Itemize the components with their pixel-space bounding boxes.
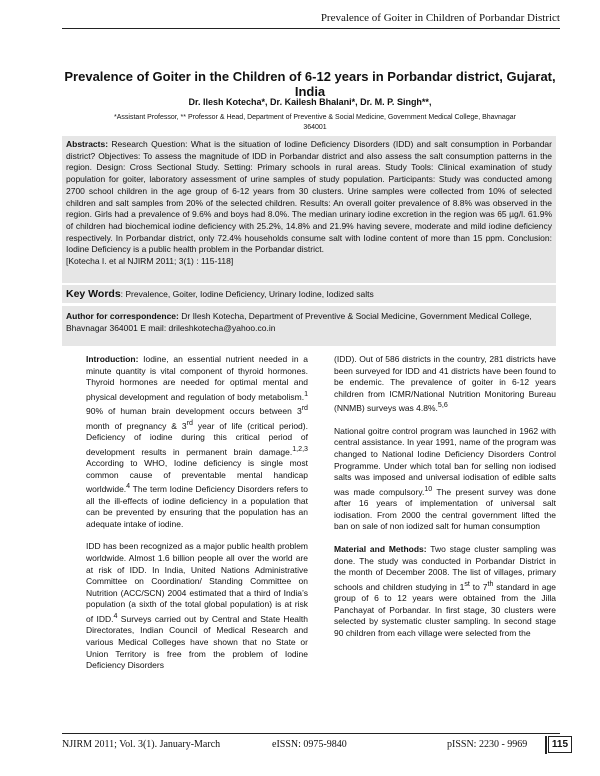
- text-run: standard in age group of 6 to 12 years were obtained from the Jilla Panchayat of Porbandar. In first stage, 30 clusters were selected by systematic cluster sampling. In second stage 90 children from each village were selected from the: [334, 581, 556, 638]
- journal-info: NJIRM 2011; Vol. 3(1). January-March: [62, 739, 221, 750]
- text-run: year of life (critical period). Deficiency of iodine during this critical period of development results in permanent brain damage.: [86, 420, 308, 457]
- citation-sup: 4: [126, 482, 131, 491]
- pissn: pISSN: 2230 - 9969: [447, 739, 528, 750]
- abstract-label: Abstracts:: [66, 139, 109, 149]
- citation-sup: 4: [113, 612, 118, 621]
- citation-sup: 1,2,3: [292, 444, 308, 453]
- page-number: 115: [548, 736, 572, 753]
- keywords-text: : Prevalence, Goiter, Iodine Deficiency, Urinary Iodine, Iodized salts: [120, 289, 374, 299]
- ordinal-sup: rd: [301, 404, 308, 413]
- keywords-box: [62, 285, 556, 303]
- text-run: Two stage cluster sampling was done. The study was conducted in Porbandar District in the month of December 2008. The list of villages, primary schools and children studying in 1: [334, 543, 556, 592]
- introduction-paragraph: [86, 354, 308, 530]
- text-run: IDD has been recognized as a major public health problem worldwide. Almost 1.6 billion people all over the world are at risk of IDD. In India, United Nations Administrative Committee on Coordination/ Standing Committee on Nutrition (ACC/SCN) 2004 estimated that a third of India’s population (a sixth of the total global population) is at risk of IDD.: [86, 541, 308, 624]
- text-run: The present survey was done after 16 years of implementation of universal salt iodisation. From 2000 the central government lifted the ban on sale of non iodized salt for human consumption: [334, 486, 556, 532]
- text-run: 90% of human brain development occurs between 3: [86, 406, 302, 417]
- text-run: National goitre control program was launched in 1962 with central assistance. In year 1991, name of the program was changed to National Iodine Deficiency Disorders Control Programme. Under which total ban for selling non iodised salts was imposed and universal iodisation of edible salts was made compulsory.: [334, 425, 556, 497]
- ordinal-sup: st: [464, 579, 470, 588]
- eissn: eISSN: 0975-9840: [272, 739, 347, 750]
- body-paragraph: [86, 541, 308, 671]
- left-column: [86, 354, 308, 683]
- author-list: Dr. Ilesh Kotecha*, Dr. Kailesh Bhalani*, Dr. M. P. Singh**,: [188, 97, 432, 107]
- citation-sup: 1: [304, 389, 308, 398]
- text-run: (IDD). Out of 586 districts in the country, 281 districts have been surveyed for IDD and 41 districts have been found to be endemic. The prevalence of goiter in 6-12 years children from ICMR/National Nutrition Monitoring Bureau (NNMB) surveys was 4.8%.: [334, 354, 556, 414]
- citation-sup: 5,6: [437, 401, 448, 410]
- abstract-body: Research Question: What is the situation of Iodine Deficiency Disorders (IDD) and salt consumption in Porbandar district? Objectives: To assess the magnitude of IDD in Porbandar district and also assess the salt consumption patterns in the region. Design: Cross Sectional Study. Setting: Primary schools in rural areas. Study Tools: Clinical examination of study population for goiter, laboratory assessment of urine samples of study population. Participants: Study was conducted among 2700 school children in the age group of 6-12 years from 30 clusters. Urine samples were collected from 10% of selected children and salt samples from 20% of the selected children. Results: An overall goiter prevalence of 8.8% was observed in the region. Girls had a prevalence of 9.6% and boys had 8.0%. The median urinary iodine excretion in the region was 65 µg/l. 61.9% of children had biochemical iodine deficiency with 25.2%, 14.8% and 21.9% having severe, moderate and mild iodine deficiency respectively. In Porbandar district, only 72.4% households consume salt with Iodine content of more than 15 ppm. Conclusion: Iodine Deficiency is a public health problem in the Porbandar district.: [66, 139, 552, 255]
- correspondence-label: Author for correspondence:: [66, 311, 179, 321]
- methods-label: Material and Methods:: [334, 543, 427, 554]
- abstract-text: [62, 136, 556, 256]
- paper-title: Prevalence of Goiter in the Children of 6-12 years in Porbandar district, Gujarat, India: [64, 69, 556, 99]
- citation: [Kotecha I. et al NJIRM 2011; 3(1) : 115-118]: [66, 256, 234, 267]
- text-run: The term Iodine Deficiency Disorders refers to all the ill-effects of iodine deficiency in a population that can be prevented by ensuring that the population has an adequate intake of iodine.: [86, 484, 308, 529]
- introduction-label: Introduction:: [86, 354, 139, 364]
- text-run: Surveys carried out by Central and State Health Directorates, Indian Council of Medical Research and various Medical Colleges have shown that no State or Union Territory is free from the problem of Iodine Deficiency Disorders: [86, 613, 309, 671]
- page-number-divider: [545, 736, 547, 754]
- running-header: Prevalence of Goiter in Children of Porbandar District: [320, 12, 560, 24]
- text-run: According to WHO, Iodine deficiency is single most common cause of preventable mental handicap worldwide.: [86, 458, 308, 495]
- affiliation: *Assistant Professor, ** Professor & Head, Department of Preventive & Social Medicine, Government Medical College, Bhavnagar 364001: [114, 114, 516, 131]
- header-divider: [62, 28, 560, 29]
- footer-divider: [62, 733, 560, 734]
- text-run: Iodine, an essential nutrient needed in a minute quantity is vital component of thyroid hormones. Thyroid hormones are needed for optimal mental and physical development and regulation of body metabolism.: [86, 354, 308, 402]
- correspondence-text: Dr Ilesh Kotecha, Department of Preventive & Social Medicine, Government Medical College, Bhavnagar 364001 E mail: drileshkotecha@yahoo.co.in: [66, 311, 532, 333]
- keywords-label: Key Words: [66, 288, 121, 300]
- text-run: to 7: [469, 581, 488, 592]
- ordinal-sup: rd: [186, 418, 193, 427]
- citation-sup: 10: [424, 484, 433, 493]
- body-paragraph: [334, 354, 556, 415]
- text-run: month of pregnancy & 3: [86, 420, 187, 431]
- right-column: [334, 354, 556, 651]
- ordinal-sup: th: [487, 579, 494, 588]
- body-paragraph: [334, 426, 556, 533]
- abstract-box: [62, 136, 556, 283]
- methods-paragraph: [334, 544, 556, 640]
- correspondence-box: [62, 306, 556, 346]
